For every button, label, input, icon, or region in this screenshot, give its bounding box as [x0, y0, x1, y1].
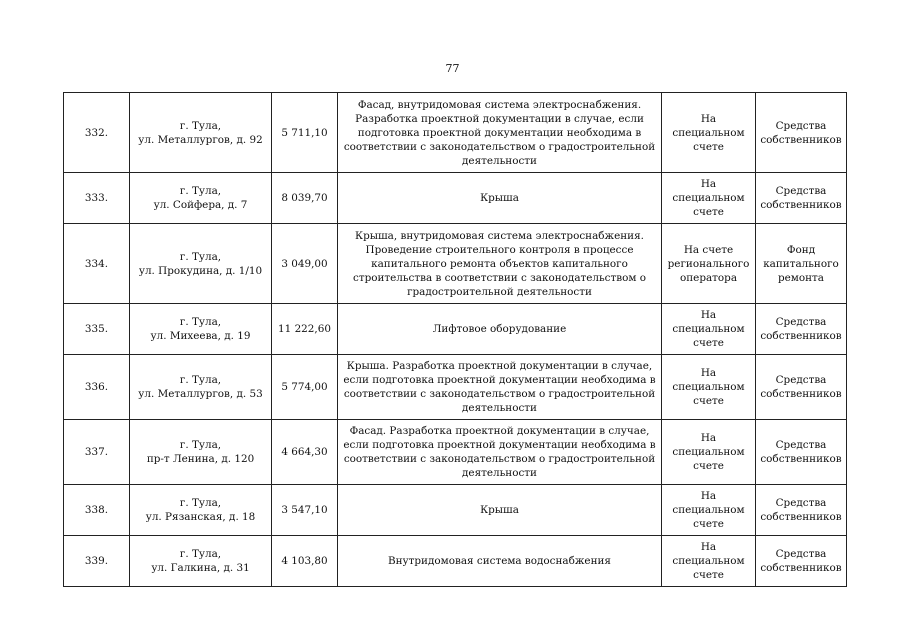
row-account: На специальном счете [662, 355, 756, 420]
row-account: На специальном счете [662, 173, 756, 224]
row-funding-source: Средства собственников [756, 173, 847, 224]
row-address: г. Тула, пр-т Ленина, д. 120 [130, 420, 272, 485]
row-account: На специальном счете [662, 536, 756, 587]
row-cost: 5 711,10 [272, 93, 338, 173]
row-funding-source: Средства собственников [756, 536, 847, 587]
row-account: На специальном счете [662, 93, 756, 173]
row-address: г. Тула, ул. Михеева, д. 19 [130, 304, 272, 355]
table-row [64, 304, 847, 355]
row-funding-source: Средства собственников [756, 420, 847, 485]
row-account: На специальном счете [662, 420, 756, 485]
row-work: Внутридомовая система водоснабжения [338, 536, 662, 587]
row-work: Крыша [338, 485, 662, 536]
row-cost: 11 222,60 [272, 304, 338, 355]
row-work: Лифтовое оборудование [338, 304, 662, 355]
row-number: 337. [64, 420, 130, 485]
row-address: г. Тула, ул. Прокудина, д. 1/10 [130, 224, 272, 304]
row-funding-source: Фонд капитального ремонта [756, 224, 847, 304]
row-work: Крыша [338, 173, 662, 224]
table-row [64, 173, 847, 224]
row-cost: 3 547,10 [272, 485, 338, 536]
row-address: г. Тула, ул. Сойфера, д. 7 [130, 173, 272, 224]
row-address: г. Тула, ул. Рязанская, д. 18 [130, 485, 272, 536]
row-funding-source: Средства собственников [756, 93, 847, 173]
table-row [64, 536, 847, 587]
row-funding-source: Средства собственников [756, 485, 847, 536]
row-number: 335. [64, 304, 130, 355]
row-cost: 3 049,00 [272, 224, 338, 304]
row-account: На специальном счете [662, 304, 756, 355]
row-address: г. Тула, ул. Галкина, д. 31 [130, 536, 272, 587]
row-number: 332. [64, 93, 130, 173]
row-account: На счете регионального оператора [662, 224, 756, 304]
row-cost: 5 774,00 [272, 355, 338, 420]
row-funding-source: Средства собственников [756, 304, 847, 355]
row-work: Крыша. Разработка проектной документации в случае, если подготовка проектной документации необходима в соответствии с законодательством о градостроительной деятельности [338, 355, 662, 420]
row-work: Фасад, внутридомовая система электроснабжения. Разработка проектной документации в случае, если подготовка проектной документации необходима в соответствии с законодательством о градостроительной деятельности [338, 93, 662, 173]
row-number: 334. [64, 224, 130, 304]
page-number: 77 [445, 62, 460, 75]
row-cost: 4 664,30 [272, 420, 338, 485]
table-row [64, 485, 847, 536]
row-account: На специальном счете [662, 485, 756, 536]
row-work: Фасад. Разработка проектной документации в случае, если подготовка проектной документации необходима в соответствии с законодательством о градостроительной деятельности [338, 420, 662, 485]
row-number: 336. [64, 355, 130, 420]
row-number: 333. [64, 173, 130, 224]
table-row [64, 224, 847, 304]
row-number: 338. [64, 485, 130, 536]
row-cost: 8 039,70 [272, 173, 338, 224]
row-work: Крыша, внутридомовая система электроснабжения. Проведение строительного контроля в процессе капитального ремонта объектов капитального строительства в соответствии с законодательством о градостроительной деятельности [338, 224, 662, 304]
row-funding-source: Средства собственников [756, 355, 847, 420]
table-row [64, 355, 847, 420]
row-cost: 4 103,80 [272, 536, 338, 587]
table-row [64, 420, 847, 485]
row-number: 339. [64, 536, 130, 587]
row-address: г. Тула, ул. Металлургов, д. 53 [130, 355, 272, 420]
row-address: г. Тула, ул. Металлургов, д. 92 [130, 93, 272, 173]
table-row [64, 93, 847, 173]
repair-registry-table [63, 92, 847, 587]
